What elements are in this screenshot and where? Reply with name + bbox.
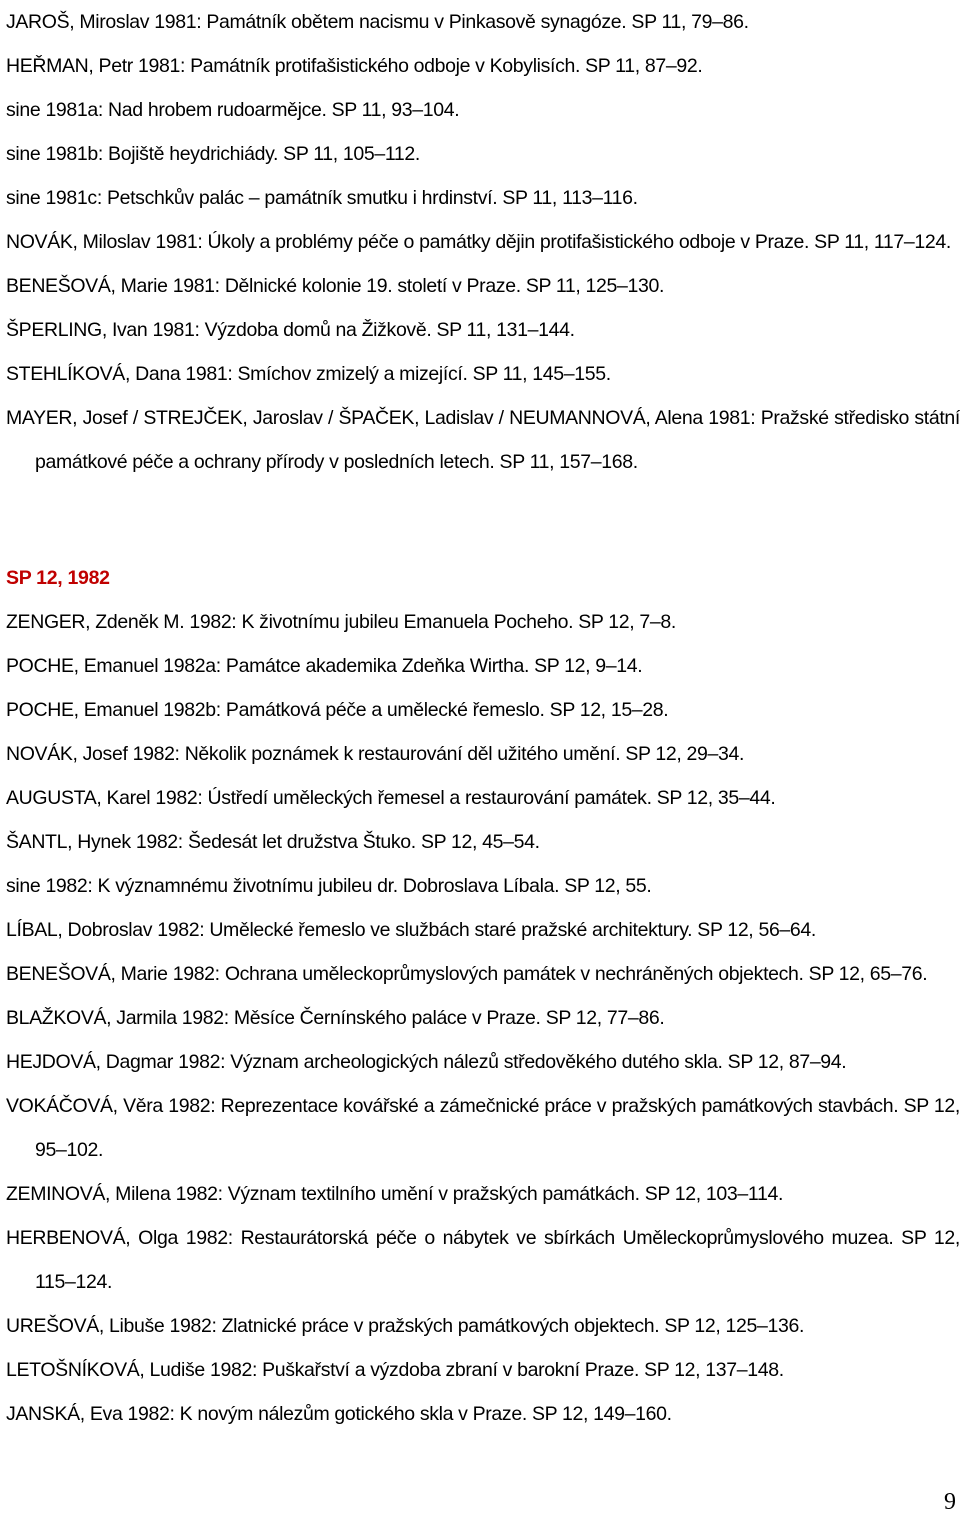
bibliography-entry: ZENGER, Zdeněk M. 1982: K životnímu jubileu Emanuela Pocheho. SP 12, 7–8. bbox=[6, 611, 676, 633]
bibliography-entry: STEHLÍKOVÁ, Dana 1981: Smíchov zmizelý a mizející. SP 11, 145–155. bbox=[6, 363, 611, 385]
bibliography-entry: JANSKÁ, Eva 1982: K novým nálezům gotického skla v Praze. SP 12, 149–160. bbox=[6, 1403, 672, 1425]
bibliography-entry: BLAŽKOVÁ, Jarmila 1982: Měsíce Černínského paláce v Praze. SP 12, 77–86. bbox=[6, 1007, 665, 1029]
bibliography-entry: sine 1981a: Nad hrobem rudoarmějce. SP 11, 93–104. bbox=[6, 99, 460, 121]
bibliography-entry: ŠPERLING, Ivan 1981: Výzdoba domů na Žižkově. SP 11, 131–144. bbox=[6, 319, 575, 341]
bibliography-entry: ŠANTL, Hynek 1982: Šedesát let družstva Štuko. SP 12, 45–54. bbox=[6, 831, 540, 853]
bibliography-entry: LÍBAL, Dobroslav 1982: Umělecké řemeslo ve službách staré pražské architektury. SP 12, 56–64. bbox=[6, 919, 816, 941]
bibliography-entry: sine 1981c: Petschkův palác – památník smutku i hrdinství. SP 11, 113–116. bbox=[6, 187, 638, 209]
bibliography-entry: BENEŠOVÁ, Marie 1982: Ochrana uměleckoprůmyslových památek v nechráněných objektech. SP 12, 65–76. bbox=[6, 963, 928, 985]
bibliography-entry: HEJDOVÁ, Dagmar 1982: Význam archeologických nálezů středověkého dutého skla. SP 12, 87–94. bbox=[6, 1051, 847, 1073]
bibliography-entry: NOVÁK, Josef 1982: Několik poznámek k restaurování děl užitého umění. SP 12, 29–34. bbox=[6, 743, 745, 765]
bibliography-entry: POCHE, Emanuel 1982b: Památková péče a umělecké řemeslo. SP 12, 15–28. bbox=[6, 699, 669, 721]
bibliography-entry: LETOŠNÍKOVÁ, Ludiše 1982: Puškařství a výzdoba zbraní v barokní Praze. SP 12, 137–148. bbox=[6, 1359, 784, 1381]
bibliography-entry: NOVÁK, Miloslav 1981: Úkoly a problémy péče o památky dějin protifašistického odboje v Praze. SP 11, 117–124. bbox=[6, 231, 951, 253]
bibliography-entry: sine 1982: K významnému životnímu jubileu dr. Dobroslava Líbala. SP 12, 55. bbox=[6, 875, 652, 897]
bibliography-list-1982 bbox=[6, 600, 960, 1436]
bibliography-entry: HERBENOVÁ, Olga 1982: Restaurátorská péče o nábytek ve sbírkách Uměleckoprůmyslového muzea. SP 12, 115–124. bbox=[6, 1227, 960, 1293]
bibliography-entry: sine 1981b: Bojiště heydrichiády. SP 11, 105–112. bbox=[6, 143, 420, 165]
bibliography-entry: MAYER, Josef / STREJČEK, Jaroslav / ŠPAČEK, Ladislav / NEUMANNOVÁ, Alena 1981: Pražské středisko státní památkové péče a ochrany přírody v posledních letech. SP 11, 157–168. bbox=[6, 407, 960, 473]
bibliography-entry: VOKÁČOVÁ, Věra 1982: Reprezentace kovářské a zámečnické práce v pražských památkových stavbách. SP 12, 95–102. bbox=[6, 1095, 960, 1161]
section-heading: SP 12, 1982 bbox=[6, 567, 110, 589]
bibliography-entry: AUGUSTA, Karel 1982: Ústředí uměleckých řemesel a restaurování památek. SP 12, 35–44. bbox=[6, 787, 776, 809]
bibliography-entry: UREŠOVÁ, Libuše 1982: Zlatnické práce v pražských památkových objektech. SP 12, 125–136. bbox=[6, 1315, 805, 1337]
bibliography-entry: POCHE, Emanuel 1982a: Památce akademika Zdeňka Wirtha. SP 12, 9–14. bbox=[6, 655, 643, 677]
page-number: 9 bbox=[944, 1489, 956, 1515]
bibliography-list-1981 bbox=[6, 0, 960, 484]
bibliography-entry: HEŘMAN, Petr 1981: Památník protifašistického odboje v Kobylisích. SP 11, 87–92. bbox=[6, 55, 703, 77]
bibliography-entry: BENEŠOVÁ, Marie 1981: Dělnické kolonie 19. století v Praze. SP 11, 125–130. bbox=[6, 275, 665, 297]
bibliography-entry: JAROŠ, Miroslav 1981: Památník obětem nacismu v Pinkasově synagóze. SP 11, 79–86. bbox=[6, 11, 749, 33]
bibliography-entry: ZEMINOVÁ, Milena 1982: Význam textilního umění v pražských památkách. SP 12, 103–114. bbox=[6, 1183, 784, 1205]
